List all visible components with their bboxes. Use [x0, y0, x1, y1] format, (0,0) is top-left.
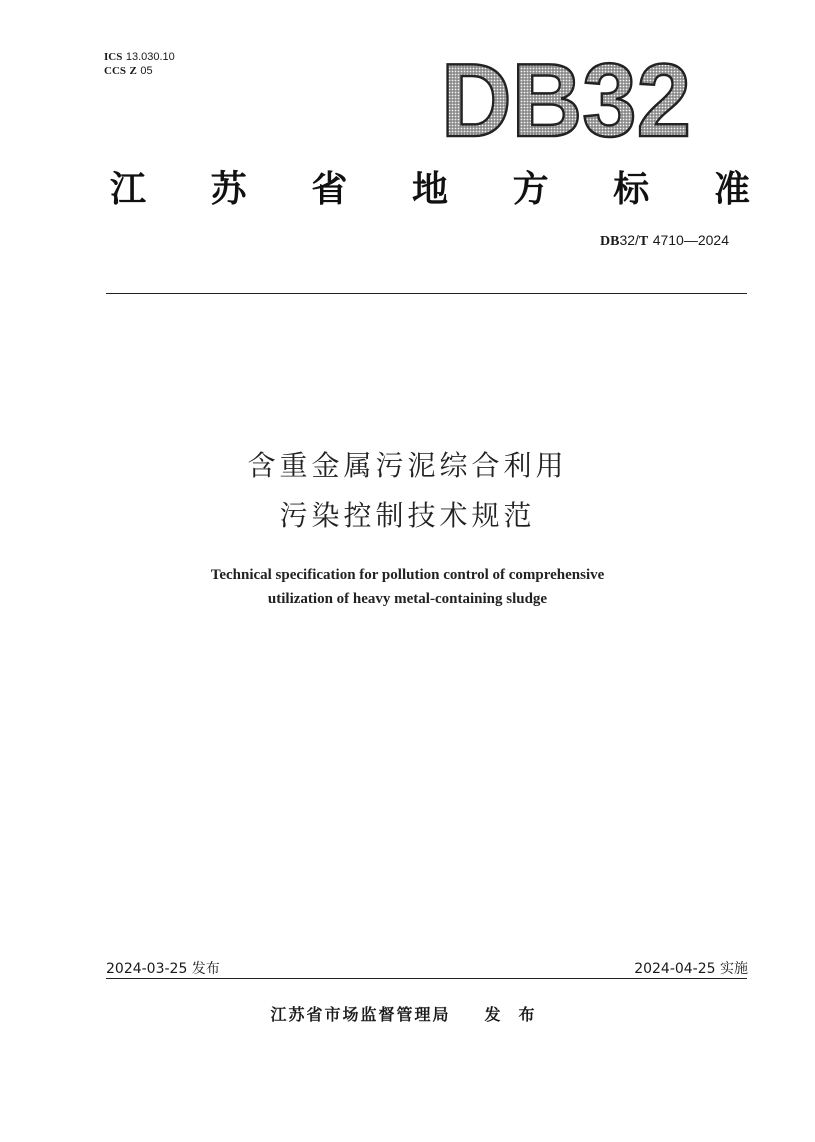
classification-codes [104, 50, 175, 78]
issue-date: 2024-03-25 发布 [106, 961, 220, 977]
ccs-value: 05 [140, 65, 153, 77]
ics-code [104, 50, 175, 64]
title-line-2: 污染控制技术规范 [279, 499, 536, 532]
ccs-code [104, 64, 175, 78]
standard-number [600, 232, 729, 250]
std-province: 32/ [619, 232, 639, 248]
title-line-1: 含重金属污泥综合利用 [247, 449, 568, 482]
category-char: 地 [411, 168, 448, 210]
issuer [0, 1002, 815, 1025]
bottom-divider [106, 978, 747, 979]
english-title-line-2: utilization of heavy metal-containing sludge [267, 591, 548, 607]
category-char: 省 [311, 168, 348, 210]
ccs-letter: Z [129, 65, 137, 77]
publish-char: 发 [484, 1005, 503, 1024]
implementation-date: 2024-04-25 实施 [634, 961, 748, 977]
ics-value: 13.030.10 [125, 51, 175, 63]
category-char: 苏 [210, 168, 247, 210]
std-type: T [638, 234, 649, 249]
ccs-label: CCS [104, 65, 127, 77]
issuer-name: 江苏省市场监督管理局 [270, 1005, 451, 1024]
english-title-line-1: Technical specification for pollution control of comprehensive [210, 567, 605, 583]
top-divider [106, 293, 747, 294]
publish-label [476, 1005, 544, 1024]
std-prefix: DB [599, 234, 620, 249]
publish-char: 布 [518, 1005, 537, 1024]
category-char: 标 [613, 168, 650, 210]
std-number: 4710—2024 [652, 232, 729, 248]
db32-logo [436, 40, 696, 150]
category-title [110, 160, 750, 212]
category-char: 江 [110, 168, 147, 210]
ics-label: ICS [104, 51, 123, 63]
category-char: 准 [713, 168, 750, 210]
category-char: 方 [512, 168, 549, 210]
logo-text: DB32 [441, 43, 691, 150]
